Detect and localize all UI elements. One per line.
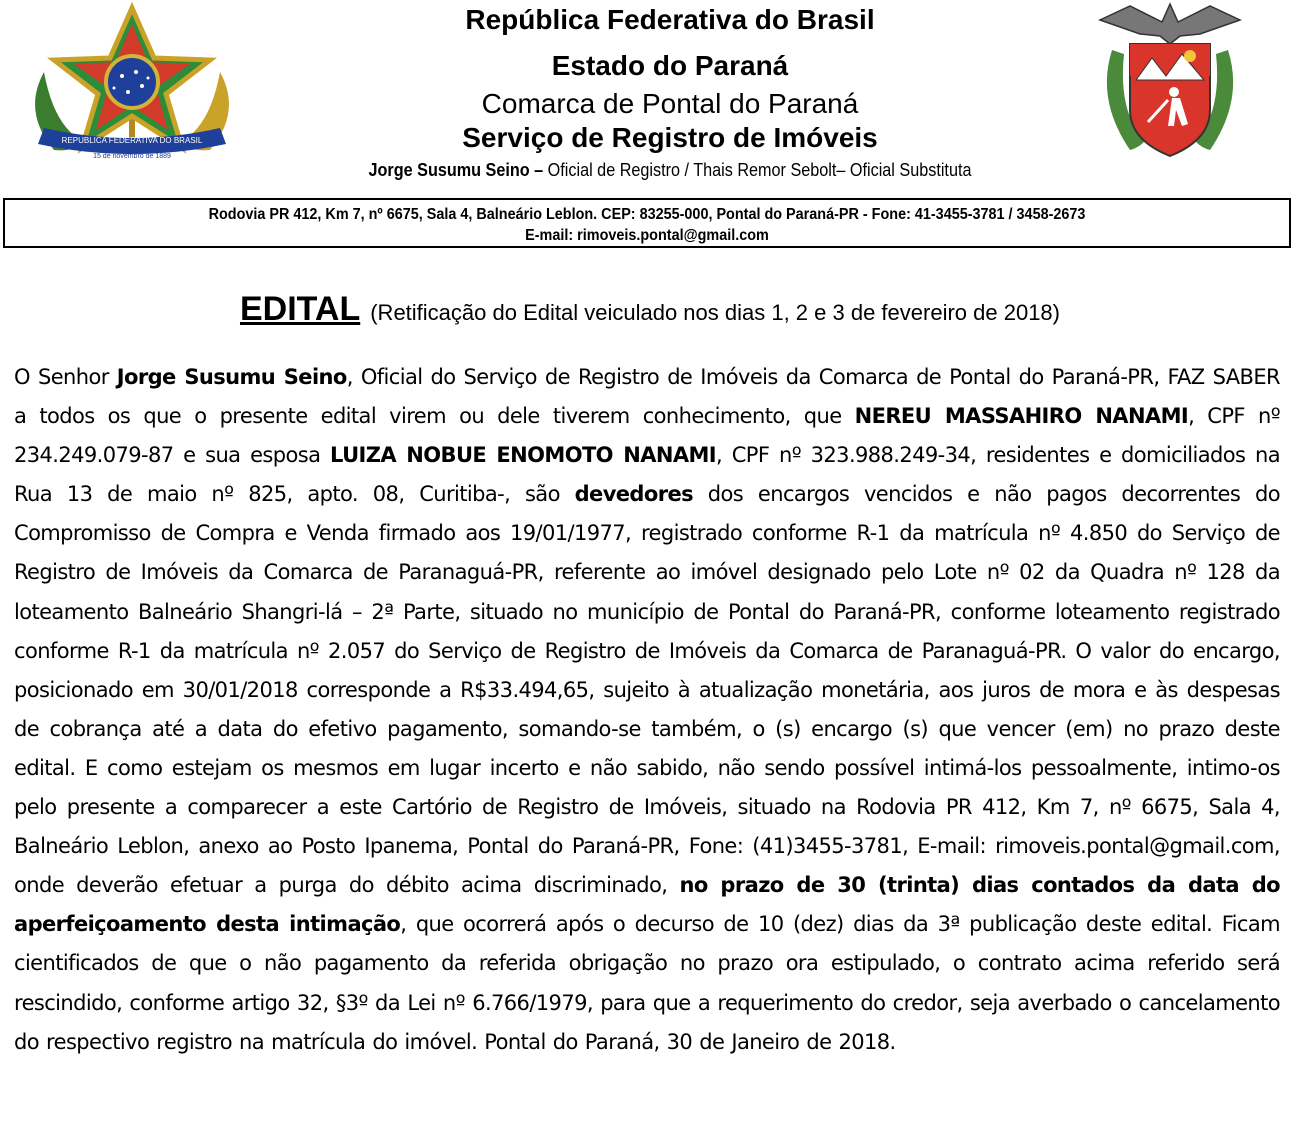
brazil-coat-of-arms-icon	[14, 2, 250, 162]
header-comarca: Comarca de Pontal do Paraná	[481, 88, 859, 119]
header-estado: Estado do Paraná	[551, 50, 789, 81]
body-bold-2: NEREU MASSAHIRO NANAMI	[854, 404, 1189, 429]
parana-coat-of-arms-icon	[1090, 0, 1250, 165]
retificacao-note: (Retificação do Edital veiculado nos dias 1, 2 e 3 de fevereiro de 2018)	[370, 300, 1060, 325]
address-box	[3, 198, 1291, 248]
officer-name: Jorge Susumu Seino –	[368, 160, 544, 180]
body-bold-4: devedores	[574, 482, 693, 507]
header-republica: República Federativa do Brasil	[465, 4, 875, 35]
body-bold-3: LUIZA NOBUE ENOMOTO NANAMI	[330, 443, 716, 468]
edital-title	[0, 290, 1300, 329]
emblem-date-text: 15 de novembro de 1889	[93, 153, 171, 160]
header-servico: Serviço de Registro de Imóveis	[462, 122, 878, 153]
edital-body	[14, 358, 1280, 1062]
body-text-5: dos encargos vencidos e não pagos decorrentes do Compromisso de Compra e Venda firmado aos 19/01/1977, registrado conforme R-1 da matrícula nº 4.850 do Serviço de Registro de Imóveis da Comarca de Paranaguá-PR, referente ao imóvel designado pelo Lote nº 02 da Quadra nº 128 da loteamento Balneário Shangri-lá – 2ª Parte, situado no município de Pontal do Paraná-PR, conforme loteamento registrado conforme R-1 da matrícula nº 2.057 do Serviço de Registro de Imóveis da Comarca de Paranaguá-PR. O valor do encargo, posicionado em 30/01/2018 corresponde a R$33.494,65, sujeito à atualização monetária, aos juros de mora e às despesas de cobrança até a data do efetivo pagamento, somando-se também, o (s) encargo (s) que vencer (em) no prazo deste edital. E como estejam os mesmos em lugar incerto e não sabido, não sendo possível intimá-los pessoalmente, intimo-os pelo presente a comparecer a este Cartório de Registro de Imóveis, situado na Rodovia PR 412, Km 7, nº 6675, Sala 4, Balneário Leblon, anexo ao Posto Ipanema, Pontal do Paraná-PR, Fone: (41)3455-3781, E-mail: rimoveis.pontal@gmail.com, onde deverão efetuar a purga do débito acima discriminado,	[14, 482, 1280, 898]
address-line: Rodovia PR 412, Km 7, nº 6675, Sala 4, Balneário Leblon. CEP: 83255-000, Pontal do Paraná-PR - Fone: 41-3455-3781 / 3458-2673	[208, 206, 1086, 223]
emblem-ring-text: REPUBLICA FEDERATIVA DO BRASIL	[61, 136, 203, 145]
body-text-1: O Senhor	[14, 365, 117, 389]
edital-heading: EDITAL	[239, 290, 361, 328]
header-officers	[292, 160, 1048, 181]
body-text-3: , CPF nº 234.249.079-87 e sua esposa	[14, 404, 1280, 468]
body-text-6: , que ocorrerá após o decurso de 10 (dez) dias da 3ª publicação deste edital. Ficam cientificados de que o não pagamento da referida obrigação no prazo ora estipulado, o contrato acima referido será rescindido, conforme artigo 32, §3º da Lei nº 6.766/1979, para que a requerimento do credor, seja averbado o cancelamento do respectivo registro na matrícula do imóvel. Pontal do Paraná, 30 de Janeiro de 2018.	[14, 912, 1280, 1054]
body-bold-5: no prazo de 30 (trinta) dias contados da data do aperfeiçoamento desta intimação	[14, 873, 1280, 937]
officer-rest: Oficial de Registro / Thais Remor Sebolt– Oficial Substituta	[543, 160, 972, 180]
body-text-4: , CPF nº 323.988.249-34, residentes e domiciliados na Rua 13 de maio nº 825, apto. 08, Curitiba-, são	[14, 443, 1280, 507]
email-line: E-mail: rimoveis.pontal@gmail.com	[525, 227, 769, 244]
body-bold-1: Jorge Susumu Seino	[116, 365, 347, 389]
body-text-2: , Oficial do Serviço de Registro de Imóveis da Comarca de Pontal do Paraná-PR, FAZ SABER a todos os que o presente edital virem ou dele tiverem conhecimento, que	[14, 365, 1280, 429]
